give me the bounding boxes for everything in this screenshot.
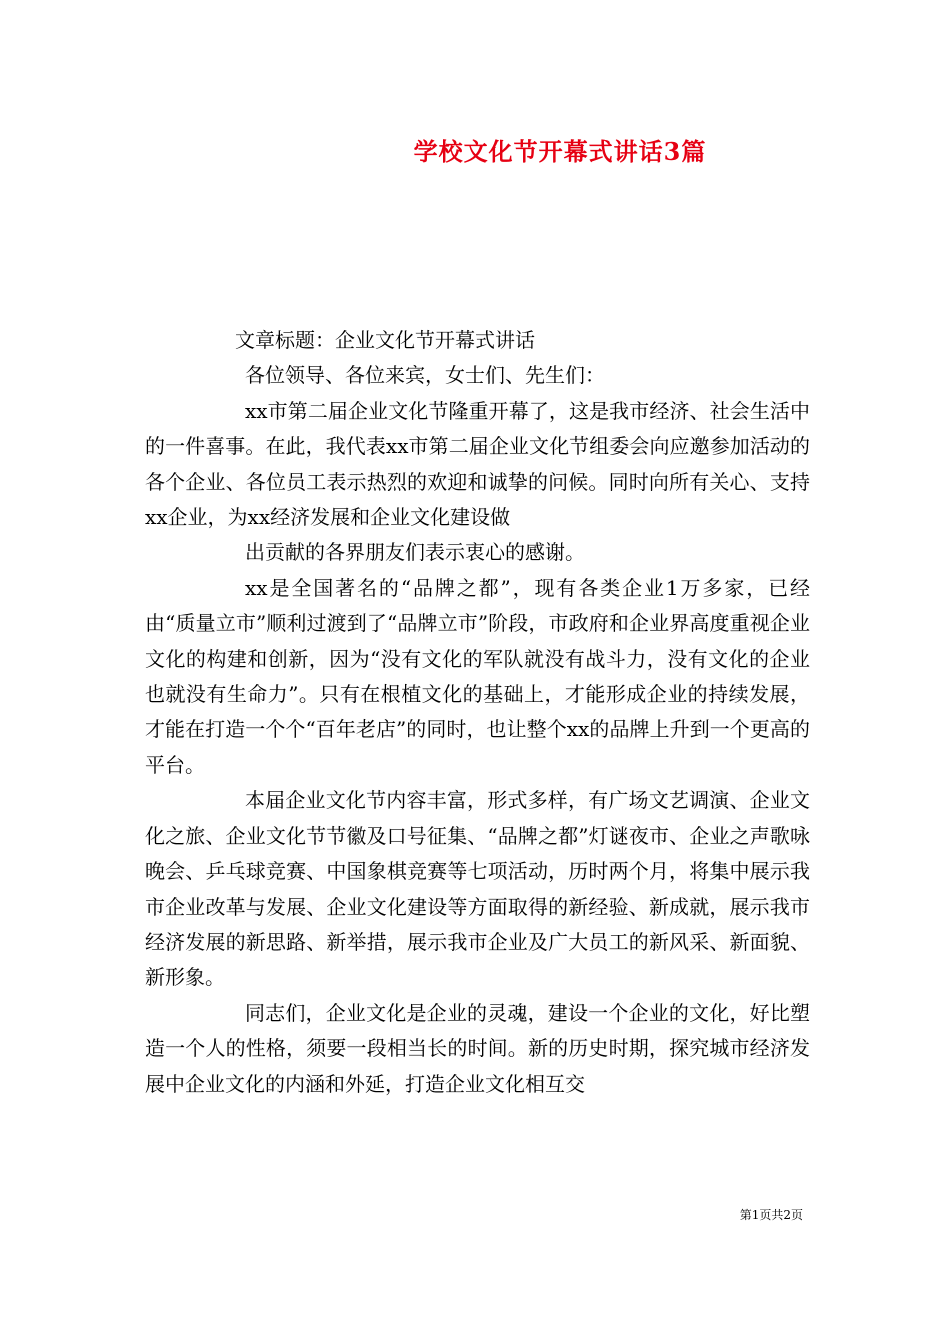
- page-number: 第1页共2页: [739, 1208, 803, 1222]
- document-body: [145, 323, 810, 1102]
- paragraph: 同志们，企业文化是企业的灵魂，建设一个企业的文化，好比塑造一个人的性格，须要一段相当长的时间。新的历史时期，探究城市经济发展中企业文化的内涵和外延，打造企业文化相互交: [145, 1000, 810, 1096]
- paragraph: xx是全国著名的“品牌之都”，现有各类企业1万多家，已经由“质量立市”顺利过渡到了“品牌立市”阶段，市政府和企业界高度重视企业文化的构建和创新，因为“没有文化的军队就没有战斗力，没有文化的企业也就没有生命力”。只有在根植文化的基础上，才能形成企业的持续发展，才能在打造一个个“百年老店”的同时，也让整个xx的品牌上升到一个更高的平台。: [145, 575, 810, 777]
- salutation-line: 各位领导、各位来宾，女士们、先生们：: [245, 363, 605, 388]
- paragraph: 出贡献的各界朋友们表示衷心的感谢。: [245, 540, 585, 565]
- article-title-line: 文章标题：企业文化节开幕式讲话: [235, 328, 535, 352]
- paragraph: xx市第二届企业文化节隆重开幕了，这是我市经济、社会生活中的一件喜事。在此，我代表xx市第二届企业文化节组委会向应邀参加活动的各个企业、各位员工表示热烈的欢迎和诚挚的问候。同时向所有关心、支持xx企业，为xx经济发展和企业文化建设做: [145, 398, 810, 530]
- document-title: 学校文化节开幕式讲话3篇: [413, 137, 707, 166]
- paragraph: 本届企业文化节内容丰富，形式多样，有广场文艺调演、企业文化之旅、企业文化节节徽及口号征集、“品牌之都”灯谜夜市、企业之声歌咏晚会、乒乓球竞赛、中国象棋竞赛等七项活动，历时两个月，将集中展示我市企业改革与发展、企业文化建设等方面取得的新经验、新成就，展示我市经济发展的新思路、新举措，展示我市企业及广大员工的新风采、新面貌、新形象。: [145, 788, 810, 990]
